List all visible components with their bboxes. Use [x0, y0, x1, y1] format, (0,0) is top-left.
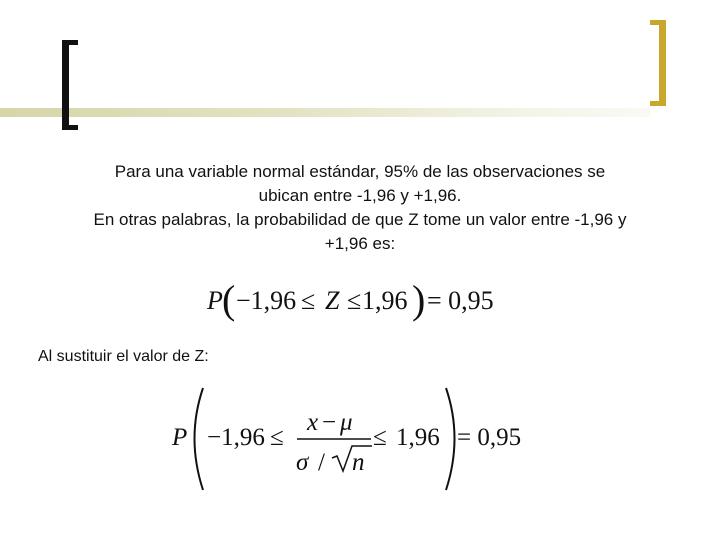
formula2-den-slash: / [318, 449, 325, 476]
formula1-close-paren: ) [412, 277, 426, 322]
formula1-open-paren: ( [222, 277, 236, 322]
formula2-le-1: ≤ [270, 424, 284, 451]
body-line-3: En otras palabras, la probabilidad de que Z tome un valor entre -1,96 y [93, 210, 627, 229]
body-line-2: ubican entre -1,96 y +1,96. [258, 186, 462, 205]
formula2-den-n: n [352, 449, 365, 476]
formula2-num-x: x [307, 409, 319, 436]
formula1-le-2: ≤ [347, 286, 362, 315]
formula2-den-sigma: σ [296, 449, 309, 476]
body-line-4: +1,96 es: [324, 234, 396, 253]
formula2-right-value: 1,96 [396, 424, 440, 451]
formula2-le-2: ≤ [373, 424, 387, 451]
formula2-left-value: −1,96 [207, 424, 265, 451]
formula1-left-value: −1,96 [236, 286, 297, 315]
formula1-P: P [207, 286, 223, 315]
formula2-equals: = 0,95 [457, 424, 522, 451]
formula1-le-1: ≤ [301, 286, 316, 315]
body-line-1: Para una variable normal estándar, 95% de las observaciones se [114, 162, 606, 181]
formula2-left-paren [195, 388, 204, 490]
formula2-right-paren [446, 388, 455, 490]
formula1-equals: = 0,95 [427, 286, 494, 315]
substitute-label: Al sustituir el valor de Z: [38, 348, 209, 365]
formula1-Z: Z [325, 286, 340, 315]
formula2-num-minus: − [322, 409, 337, 436]
formula2-P: P [172, 424, 188, 451]
formula2-num-mu: μ [340, 409, 353, 436]
formula1-right-value: 1,96 [362, 286, 408, 315]
